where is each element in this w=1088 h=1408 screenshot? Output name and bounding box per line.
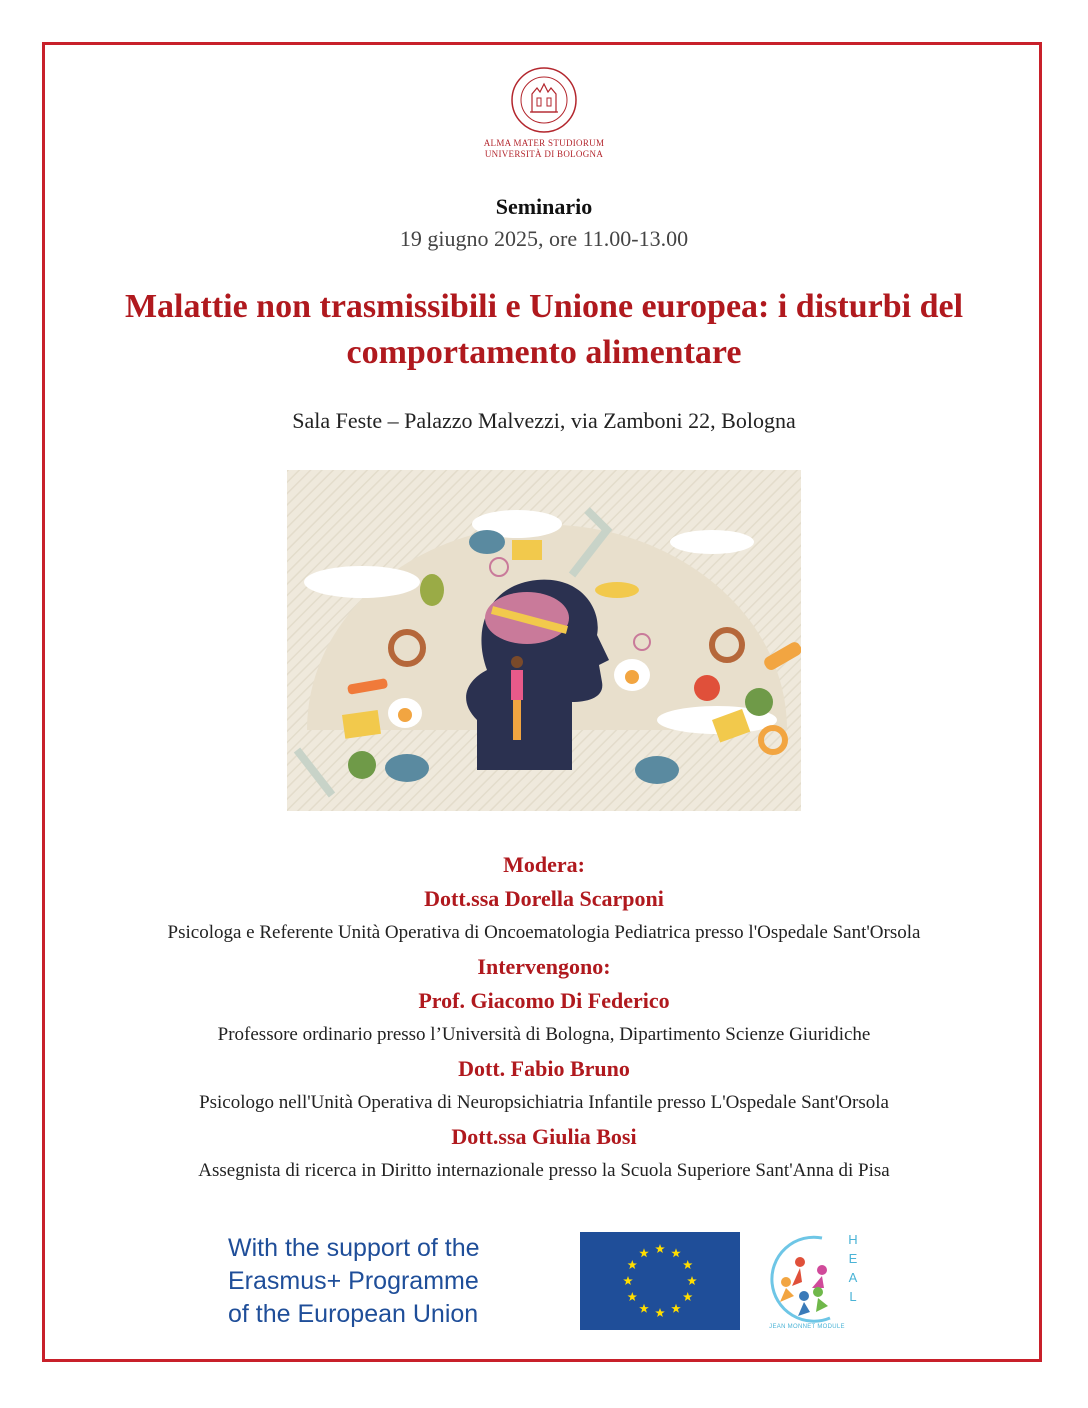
heal-letter: A [848,1270,858,1285]
speaker-affiliation: Assegnista di ricerca in Diritto internazionale presso la Scuola Superiore Sant'Anna di Pisa [198,1160,890,1181]
moderator-label: Modera: [503,852,585,877]
moderator-affiliation: Psicologa e Referente Unità Operativa di Oncoematologia Pediatrica presso l'Ospedale Sant'Orsola [167,922,921,943]
event-kind: Seminario [495,194,593,219]
moderator-name: Dott.ssa Dorella Scarponi [424,886,664,911]
speaker-affiliation: Psicologo nell'Unità Operativa di Neuropsichiatria Infantile presso L'Ospedale Sant'Orsola [199,1092,889,1113]
heal-letter: H [848,1232,858,1247]
erasmus-line: of the European Union [228,1300,479,1328]
erasmus-support-text [228,1232,568,1331]
heal-letter: L [849,1289,857,1304]
speaker-affiliation: Professore ordinario presso l’Università di Bologna, Dipartimento Scienze Giuridiche [217,1024,871,1045]
event-datetime: 19 giugno 2025, ore 11.00-13.00 [399,226,689,251]
heal-caption: JEAN MONNET MODULE [769,1324,845,1330]
program-section [0,848,1088,1188]
speaker-name: Dott. Fabio Bruno [458,1056,630,1081]
erasmus-line: Erasmus+ Programme [228,1267,479,1295]
event-venue: Sala Feste – Palazzo Malvezzi, via Zamboni 22, Bologna [292,408,796,433]
event-title: Malattie non trasmissibili e Unione europea: i disturbi del comportamento alimentare [124,288,964,371]
university-seal-icon [510,66,578,134]
speakers-label: Intervengono: [477,954,611,979]
eu-flag-icon [580,1232,740,1330]
head-food-illustration [287,470,801,811]
university-name [0,138,1088,160]
speaker-name: Prof. Giacomo Di Federico [418,988,670,1013]
heal-letter: E [848,1251,858,1266]
university-line-2: UNIVERSITÀ DI BOLOGNA [484,149,604,159]
university-line-1: ALMA MATER STUDIORUM [483,138,605,148]
erasmus-line: With the support of the [228,1234,480,1262]
heal-letters [846,1230,860,1306]
speaker-name: Dott.ssa Giulia Bosi [451,1124,637,1149]
